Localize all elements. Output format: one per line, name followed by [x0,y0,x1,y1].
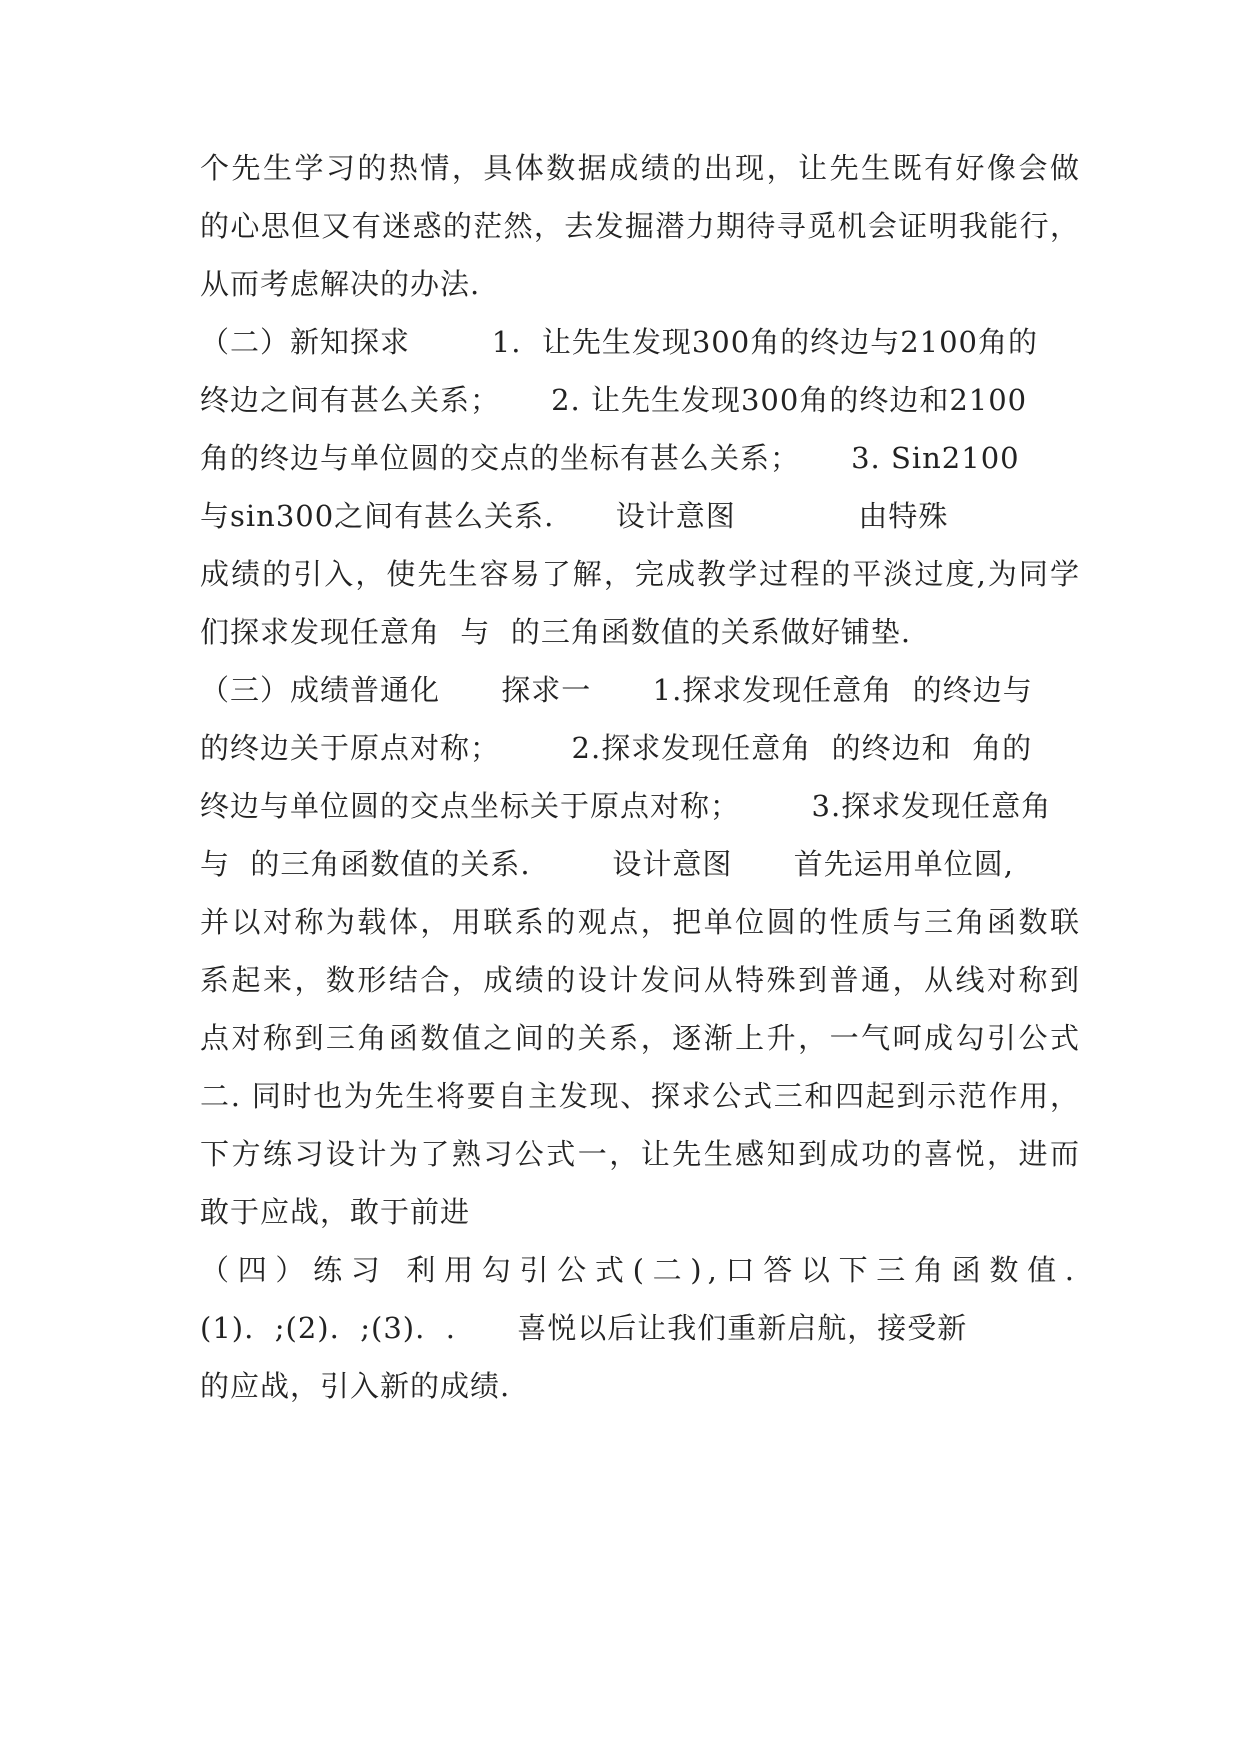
paragraph-line-9: 们探求发现任意角 与 的三角函数值的关系做好铺垫. [200,615,912,649]
paragraph-line-12: 终边与单位圆的交点坐标关于原点对称； 3.探求发现任意角 [200,789,1052,823]
paragraph-line-2: 的心思但又有迷惑的茫然，去发掘潜力期待寻觅机会证明我能行， [200,209,1080,243]
paragraph-line-18: 下方练习设计为了熟习公式一，让先生感知到成功的喜悦，进而 [200,1137,1080,1171]
paragraph-line-16: 点对称到三角函数值之间的关系，逐渐上升，一气呵成勾引公式 [200,1021,1080,1055]
paragraph-line-8: 成绩的引入，使先生容易了解，完成教学过程的平淡过度,为同学 [200,557,1080,591]
paragraph-line-15: 系起来，数形结合，成绩的设计发问从特殊到普通，从线对称到 [200,963,1080,997]
paragraph-line-22: 的应战，引入新的成绩. [200,1369,511,1403]
paragraph-line-14: 并以对称为载体，用联系的观点，把单位圆的性质与三角函数联 [200,905,1080,939]
paragraph-line-7: 与sin300之间有甚么关系. 设计意图 由特殊 [200,499,949,533]
paragraph-line-11: 的终边关于原点对称； 2.探求发现任意角 的终边和 角的 [200,731,1033,765]
paragraph-line-19: 敢于应战，敢于前进 [200,1195,471,1229]
paragraph-line-6: 角的终边与单位圆的交点的坐标有甚么关系； 3. Sin2100 [200,441,1020,475]
paragraph-line-5: 终边之间有甚么关系； 2. 让先生发现300角的终边和2100 [200,383,1028,417]
paragraph-line-13: 与 的三角函数值的关系. 设计意图 首先运用单位圆, [200,847,1014,881]
paragraph-line-3: 从而考虑解决的办法. [200,267,481,301]
paragraph-line-21: (1). ;(2). ;(3). . 喜悦以后让我们重新启航，接受新 [200,1311,968,1345]
paragraph-line-17: 二. 同时也为先生将要自主发现、探求公式三和四起到示范作用， [200,1079,1080,1113]
section-heading-new-knowledge: （二）新知探求 1. 让先生发现300角的终边与2100角的 [200,325,1039,359]
section-heading-exercise: （四）练习 利用勾引公式(二),口答以下三角函数值. [200,1253,1080,1287]
paragraph-line-1: 个先生学习的热情，具体数据成绩的出现，让先生既有好像会做 [200,151,1080,185]
section-heading-generalization: （三）成绩普通化 探求一 1.探求发现任意角 的终边与 [200,673,1033,707]
